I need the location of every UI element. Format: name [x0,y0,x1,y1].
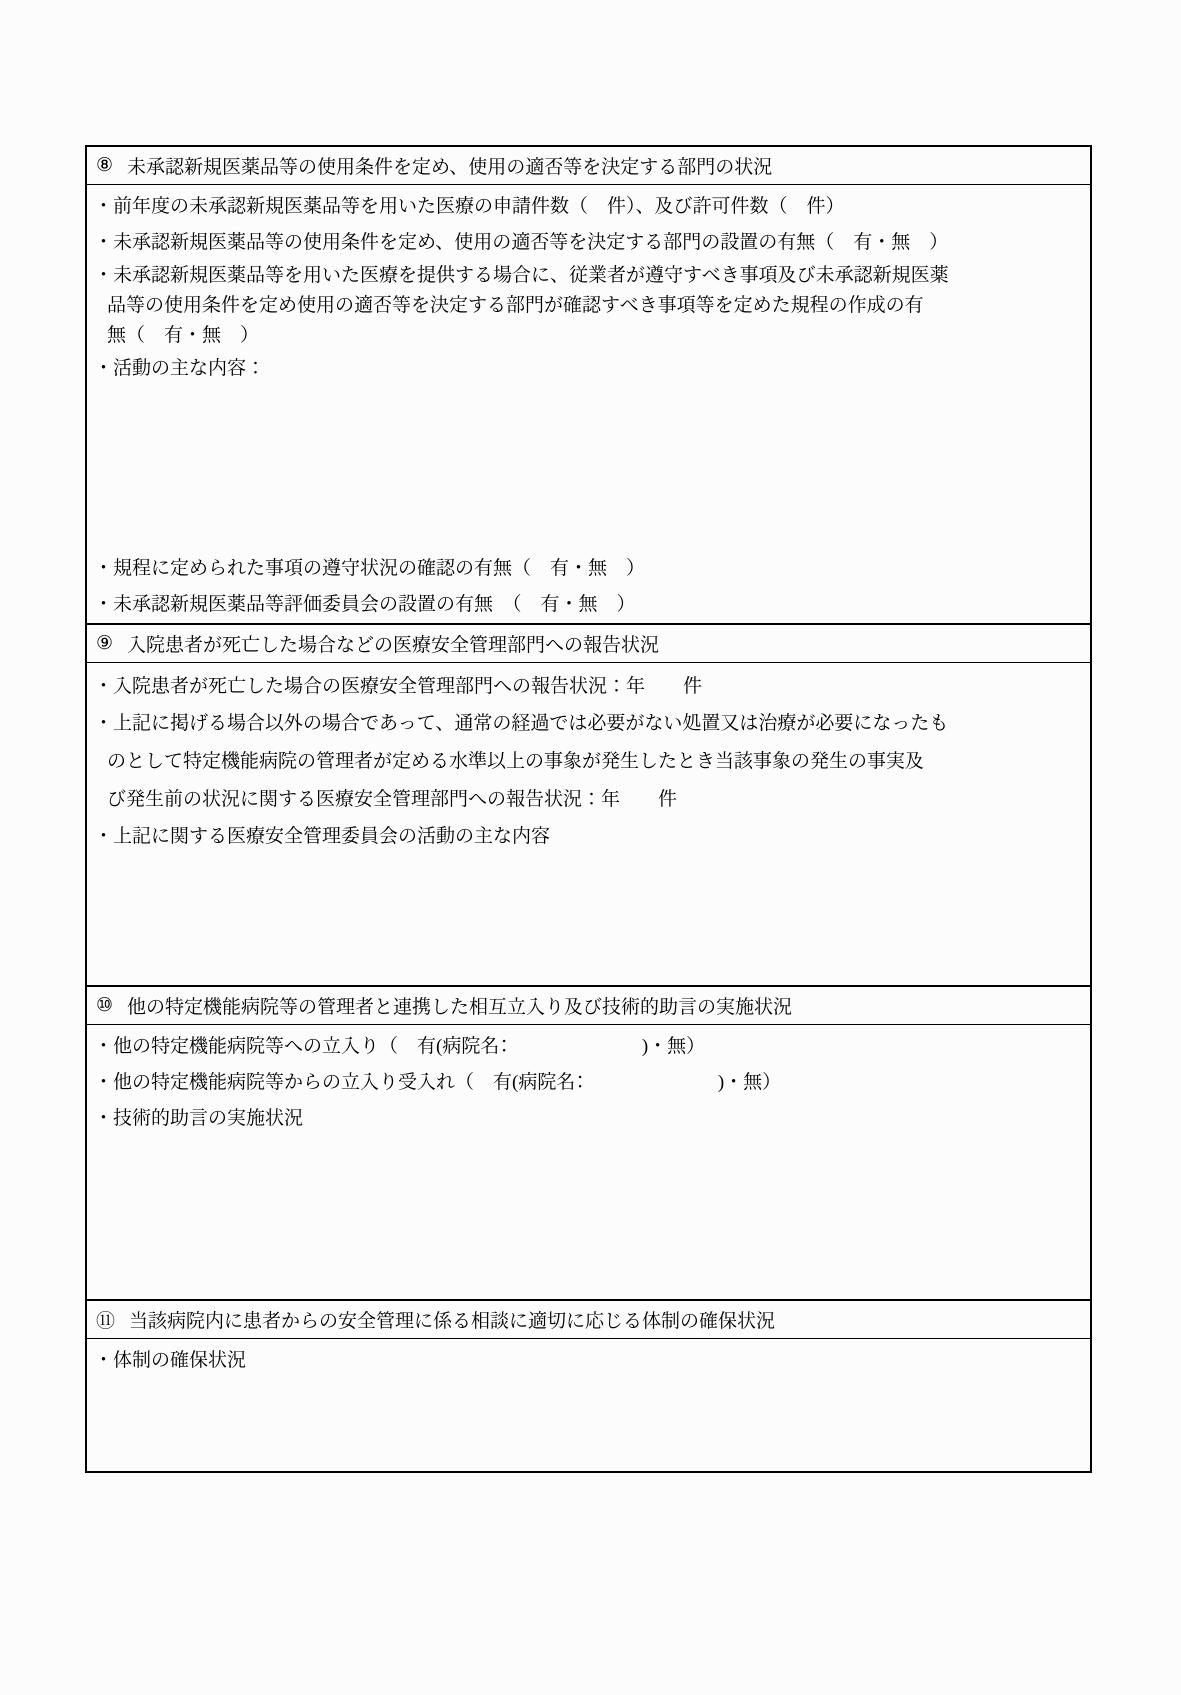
form-table [85,145,1092,1473]
section-10-content [87,1025,1090,1301]
form-line: ・未承認新規医薬品等評価委員会の設置の有無 （ 有・無 ） [94,594,636,615]
section-10-number: ⑩ [96,995,114,1016]
form-line: ・未承認新規医薬品等の使用条件を定め、使用の適否等を決定する部門の設置の有無（ 有・無 ） [94,232,949,253]
section-8-content [87,185,1090,625]
form-line: ・体制の確保状況 [94,1350,247,1371]
section-11-content [87,1339,1090,1471]
section-10-header [87,987,1090,1025]
section-11-header [87,1301,1090,1339]
section-11-title: 当該病院内に患者からの安全管理に係る相談に適切に応じる体制の確保状況 [129,1311,776,1332]
form-line: ・他の特定機能病院等への立入り（ 有(病院名： )・無） [94,1036,706,1057]
form-line: ・前年度の未承認新規医薬品等を用いた医療の申請件数（ 件）、及び許可件数（ 件） [94,196,845,217]
form-line: ・上記に関する医療安全管理委員会の活動の主な内容 [94,826,551,847]
form-line: ・活動の主な内容： [94,358,266,379]
section-8-title: 未承認新規医薬品等の使用条件を定め、使用の適否等を決定する部門の状況 [127,157,773,178]
form-line: ・他の特定機能病院等からの立入り受入れ（ 有(病院名： )・無） [94,1072,782,1093]
form-line: ・技術的助言の実施状況 [94,1108,304,1129]
section-9-header [87,625,1090,663]
section-8-number: ⑧ [96,155,114,176]
section-9-content [87,663,1090,987]
form-line: 品等の使用条件を定め使用の適否等を決定する部門が確認すべき事項等を定めた規程の作成の有 [107,295,924,316]
form-line: び発生前の状況に関する医療安全管理部門への報告状況：年 件 [107,789,678,810]
section-9-number: ⑨ [96,633,114,654]
section-10-title: 他の特定機能病院等の管理者と連携した相互立入り及び技術的助言の実施状況 [127,997,793,1018]
form-line: ・規程に定められた事項の遵守状況の確認の有無（ 有・無 ） [94,558,646,579]
section-8-header [87,147,1090,185]
form-line: ・上記に掲げる場合以外の場合であって、通常の経過では必要がない処置又は治療が必要になったも [94,713,949,734]
form-line: のとして特定機能病院の管理者が定める水準以上の事象が発生したとき当該事象の発生の事実及 [107,751,925,772]
form-line: ・未承認新規医薬品等を用いた医療を提供する場合に、従業者が遵守すべき事項及び未承認新規医薬 [94,265,949,286]
form-line: 無（ 有・無 ） [107,325,260,346]
blank-entry-area [87,387,1090,551]
section-9-title: 入院患者が死亡した場合などの医療安全管理部門への報告状況 [127,635,660,656]
section-11-number: ⑪ [96,1311,116,1332]
form-line: ・入院患者が死亡した場合の医療安全管理部門への報告状況：年 件 [94,676,703,697]
